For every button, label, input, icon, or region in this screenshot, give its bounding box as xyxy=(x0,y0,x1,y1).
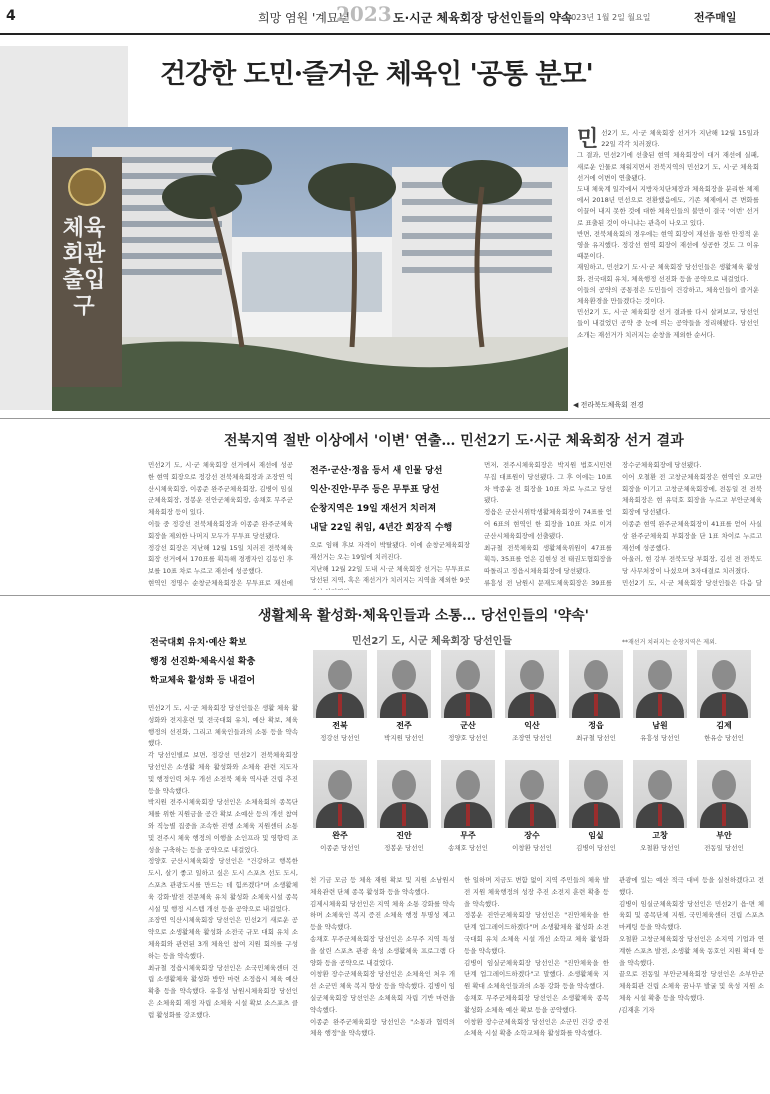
section1-col1: 민선2기 도, 시·군 체육회장 선거에서 재선에 성공한 현역 회장으로 정강선 전북체육회장과 조장연 익산시체육회장, 이종준 완주군체육회장, 김병이 임실군체육회장, 정봉운 진안군체육회장, 송채호 무주군체육회장 등이 있다. 이들 중 정강선 전북체육회장과 이종준 완주군체육회장을 제외한 나머지 모두가 무투표 당선됐다. 정강선 회장은 지난해 12월 15일 치러진 전북체육회장 선거에서 170표를 획득해 경쟁자인 김동인 후보를 10표 차로 누르고 재선에 성공했다. 현역인 정명수 순창군체육회장은 무투표로 재선에 xyxy=(148,461,293,587)
page-number: 4 xyxy=(6,8,16,24)
section1-box-line: 전주·군산·정읍 등서 새 인물 당선 xyxy=(310,466,443,476)
winner-name: 정봉운 당선인 xyxy=(384,844,424,852)
winner-card xyxy=(630,760,690,852)
main-headline: 건강한 도민·즐거운 체육인 '공통 분모' xyxy=(160,59,593,90)
winner-card xyxy=(374,650,434,742)
winners-panel-title: 민선2기 도, 시군 체육회장 당선인들 xyxy=(352,636,512,647)
winner-region: 무주 xyxy=(460,831,476,840)
winner-portrait xyxy=(505,650,559,718)
winner-card xyxy=(630,650,690,742)
winners-panel xyxy=(310,650,765,870)
winner-name: 김병이 당선인 xyxy=(576,844,616,852)
winner-card xyxy=(310,650,370,742)
section2-col3: 한 일하며 지금도 변함 없이 지역 주민들의 체육 발전 지원 체육행정의 성장 추진 소전지 훈련 확충 등을 약속했다. 정봉운 진안군체육회장 당선인은 "진안체육을 한 단계 업그레이드하겠다"며 소생활체육 활성화 소전국대회 유치 소체육 시설 개선 소학교 체육 활성화 등을 약속했다. 김병이 임실군체육회장 당선인은 "진안체육을 한 단계 업그레이드하겠다"고 말했다. 소생활체육 지원 확대 소체육인들과의 소통 강화 등을 약속했다. 송채호 무주군체육회장 당선인은 소생활체육 종목 활성화 소체육 예산 확보 등을 공약했다. 이창환 장수군체육회장 당선인은 소군민 건강 증진 소체육 시설 확충 소학교체육 활성화를 약속했다. xyxy=(464,876,609,1038)
winner-name: 정양호 당선인 xyxy=(448,734,488,742)
section2-col1: 민선2기 도, 시·군 체육회장 당선인들은 생활 체육 활성화와 전지훈련 및 전국대회 유치, 예산 확보, 체육행정의 선진화, 그리고 체육인들과의 소통 등을 약속했다. 각 당선인별로 보면, 정강선 민선2기 전북체육회장 당선인은 소생활 체육 활성화와 소체육 관련 지도자 및 행정인력 처우 개선 소전북 체육 역사관 건립 추진 등을 약속했다. 박지원 전주시체육회장 당선인은 소체육회의 종목단체를 위한 지원금을 공간 확보 소예산 등의 개선 참여와 직능별 집중을 조속한 진행 소체육 지원센터 소통 및 전주시 체육 행정의 이행을 소인프라 및 영향력 조성을 구축하는 등을 공약으로 내걸었다. 정양호 군산시체육회장 당선인은 "건강하고 행복한 도시, 살기 좋고 일하고 싶은 도시 스포츠 선도 도시, 스포츠 관광도시를 만드는 데 힘쓰겠다"며 소생활체육 강화·발전 전문체육 유치 활성화 소체육시설 종목시설 및 행정 시스템 개선 등을 공약으로 내걸었다. 조장연 익산시체육회장 당선인은 민선2기 새로운 공약으로 소생활체육 활성화 소전국 규모 대회 유치 소체육회와 관련된 3개 체육인 참여 지원 회의를 구성하는 등을 약속했다. 최규철 정읍시체육회장 당선인은 소국민체육센터 건립 소생활체육 활성화 방안 마련 소정읍시 체육 예산 확충 등을 약속했다. 유흥성 남원시체육회장 당선인은 소체육회 재정 자립 소체육 시설 확보 소스포츠 클럽 활성화를 강조했다. xyxy=(148,704,298,1019)
winner-card xyxy=(438,650,498,742)
section1-box xyxy=(310,462,470,538)
entrance-sign: 체육회관 출입구 xyxy=(62,215,106,319)
winner-portrait xyxy=(441,650,495,718)
winner-card xyxy=(566,650,626,742)
section2-box-line: 학교체육 활성화 등 내걸어 xyxy=(150,676,256,686)
lead-article xyxy=(577,128,759,341)
winner-name: 박지원 당선인 xyxy=(384,734,424,742)
winner-region: 진안 xyxy=(396,831,412,840)
section1-rule xyxy=(0,418,770,419)
section2-box-line: 전국대회 유치·예산 확보 xyxy=(150,638,247,648)
winner-name: 최규철 당선인 xyxy=(576,734,616,742)
winner-portrait xyxy=(697,760,751,828)
header-rule xyxy=(0,33,770,35)
gymnasium-photo xyxy=(52,127,568,411)
section2-col2: 천 기금 모금 등 체육 재원 확보 및 지원 소남원시 체육관련 단체 종목 활성화 등을 약속했다. 김제시체육회 당선인은 지역 체육 소통 강화를 약속하며 소체육인 복지 증진 소체육 행정 투명성 제고 등을 약속했다. 송채호 무주군체육회장 당선인은 소무주 지역 특성을 살린 스포츠 관광 육성 소생활체육 프로그램 다양화 등을 공약으로 내걸었다. 이창환 장수군체육회장 당선인은 소체육인 처우 개선 소군민 체육 복지 향상 등을 약속했다. 김병이 임실군체육회장 당선인은 소체육회 자립 기반 마련을 약속했다. 이종준 완주군체육회장 당선인은 "소통과 협력의 체육 행정"을 약속했다. xyxy=(310,876,455,1038)
section1-title: 전북지역 절반 이상에서 '이변' 연출… 민선2기 도·시군 체육회장 선거 결과 xyxy=(224,433,684,449)
section2-box xyxy=(150,634,300,691)
section2-rule xyxy=(0,595,770,596)
winner-region: 김제 xyxy=(716,721,732,730)
winner-region: 완주 xyxy=(332,831,348,840)
winner-region: 부안 xyxy=(716,831,732,840)
photo-illustration xyxy=(52,127,568,411)
section-title: 도·시군 체육회장 당선인들의 약속 xyxy=(393,11,573,25)
section1-box-line: 순창지역은 19일 재선거 치러져 xyxy=(310,504,437,514)
winner-portrait xyxy=(377,760,431,828)
winner-card xyxy=(310,760,370,852)
winner-name: 조장연 당선인 xyxy=(512,734,552,742)
section1-box-line: 내달 22일 취임, 4년간 회장직 수행 xyxy=(310,523,453,533)
winner-region: 전북 xyxy=(332,721,348,730)
winner-portrait xyxy=(633,650,687,718)
drop-cap: 민 xyxy=(577,126,599,152)
winner-name: 이종준 당선인 xyxy=(320,844,360,852)
winner-name: 정강선 당선인 xyxy=(320,734,360,742)
section2-col4: 관광에 있는 예산 적극 대비 등을 실천하겠다고 전했다. 김병이 임실군체육회장 당선인은 민선2기 읍·면 체육회 및 종목단체 지원, 국민체육센터 건립 스포츠 마케팅 등을 약속했다. 오철환 고창군체육회장 당선인은 소지역 기업과 연계한 스포츠 발전, 소생활 체육 동호인 지원 확대 등을 약속했다. 끝으로 전동일 부안군체육회장 당선인은 소부안군 체육회관 건립 소체육 꿈나무 발굴 및 육성 지원 소체육 시설 확충 등을 약속했다. /김재훈 기자 xyxy=(619,876,764,1014)
winner-name: 송채호 당선인 xyxy=(448,844,488,852)
winner-portrait xyxy=(313,650,367,718)
winner-portrait xyxy=(505,760,559,828)
section-year: 2023 xyxy=(336,2,392,26)
winner-portrait xyxy=(569,650,623,718)
winner-card xyxy=(438,760,498,852)
newspaper-name: 전주매일 xyxy=(694,11,737,24)
section-label: 희망 염원 '계묘년' xyxy=(258,11,354,25)
winner-name: 이창환 당선인 xyxy=(512,844,552,852)
winner-name: 한유승 당선인 xyxy=(704,734,744,742)
winner-region: 군산 xyxy=(460,721,476,730)
winners-panel-note: **재선거 치러지는 순창지역은 제외. xyxy=(622,639,717,646)
winner-region: 남원 xyxy=(652,721,668,730)
issue-date: 2023년 1월 2일 월요일 xyxy=(566,13,651,22)
winner-name: 전동일 당선인 xyxy=(704,844,744,852)
winner-region: 전주 xyxy=(396,721,412,730)
winner-portrait xyxy=(377,650,431,718)
winner-region: 임실 xyxy=(588,831,604,840)
winner-card xyxy=(694,650,754,742)
winner-portrait xyxy=(569,760,623,828)
section1-col3: 먼저, 전주시체육회장은 박지원 법호시민련 무집 대표원이 당선됐다. 그 후 이에는 10표 차 박종윤 전 회장을 10표 차로 누르고 당선됐다. 정읍은 군산시위탁생활체육회장이 74표를 얻어 6표의 현역인 한 회장을 10표 차로 이겨 군산시체육회장에 선출됐다. 최규철 전북체육회 생활체육위원이 47표를 획득, 35표를 얻은 김현성 전 태권도협회장을 따돌리고 정읍시체육회장에 당선됐다. 류흥성 전 남원시 문재도체육회장은 39표를 xyxy=(484,461,612,587)
section1-col4: 장수군체육회장에 당선됐다. 이어 오철환 전 고창군체육회장은 현역인 오교만 회장을 이기고 고창군체육회장에, 전동일 전 전북체육회장은 현 유덕호 회장을 누르고 부안군체육회장에 당선됐다. 이종준 현역 완주군체육회장이 41표를 얻어 사실상 완주군체육회 부회장을 단 1표 차이로 누르고 재선에 성공했다. 아울러, 현 강부 전북도당 부회장, 김선 전 전북도당 사무처장이 나섰으며 3자대결로 치러졌다. 민선2기 도, 시·군 체육회장 당선인들은 다음 달 xyxy=(622,461,762,587)
section1-col2: 으로 임해 후보 자격이 박탈됐다. 이에 순창군체육회장 재선거는 오는 19일에 치러진다. 지난해 12월 22일 도내 시·군 체육회장 선거는 무투표로 당선된 지역, 혹은 재선거가 치러지는 지역을 제외한 9곳 xyxy=(310,541,470,585)
winner-card xyxy=(502,760,562,852)
winner-portrait xyxy=(441,760,495,828)
winner-name: 오철환 당선인 xyxy=(640,844,680,852)
winner-card xyxy=(374,760,434,852)
lead-text: 선2기 도, 시·군 체육회장 선거가 지난해 12월 15일과 22일 각각 치러졌다. 그 결과, 민선2기에 선출된 현역 체육회장이 대거 재선에 실패, 새로운 인물로 채워지면서 전북지역의 민선2기 도, 시·군 체육회 선거에 이변이 연출됐다. 도내 체육계 일각에서 지방자치단체장과 체육회장을 분리한 체제에서 2018년 민선으로 전환했음에도, 기존 체제에서 큰 변화를 이끌어 내지 못한 것에 대한 체육인들의 불만이 결국 '이번' 선거로 표출된 것이 아니냐는 관측이 나오고 있다. 반면, 전북체육회의 경우에는 현역 회장이 재선을 통한 안정적 운영을 유지했다. 정강선 현역 회장이 재선에 성공한 것도 그 이유 때문이다. 재임하고, 민선2기 도·시·군 체육회장 당선인들은 생활체육 활성화, 전국대회 유치, 체육행정 선진화 등을 공약으로 내걸었다. 이들의 공약의 공통점은 도민들이 건강하고, 체육인들이 즐거운 체육환경을 만들겠다는 것이다. 민선2기 도, 시·군 체육회장 선거 결과를 다시 살펴보고, 당선인들이 내걸었던 공약 중 눈에 띄는 공약들을 정리해봤다. 당선인 소개는 재선거가 치러지는 순창을 제외한 순서다. xyxy=(577,129,759,339)
winner-region: 장수 xyxy=(524,831,540,840)
winner-name: 유흥성 당선인 xyxy=(640,734,680,742)
section2-title: 생활체육 활성화·체육인들과 소통… 당선인들의 '약속' xyxy=(258,608,589,624)
winner-portrait xyxy=(313,760,367,828)
photo-caption: ◀ 전라북도체육회 전경 xyxy=(573,401,644,409)
winner-region: 고창 xyxy=(652,831,668,840)
winner-card xyxy=(694,760,754,852)
winner-region: 정읍 xyxy=(588,721,604,730)
winner-portrait xyxy=(697,650,751,718)
section1-box-line: 익산·진안·무주 등은 무투표 당선 xyxy=(310,485,440,495)
winner-card xyxy=(566,760,626,852)
section2-box-line: 행정 선진화·체육시설 확충 xyxy=(150,657,256,667)
winner-portrait xyxy=(633,760,687,828)
winner-card xyxy=(502,650,562,742)
winner-region: 익산 xyxy=(524,721,540,730)
